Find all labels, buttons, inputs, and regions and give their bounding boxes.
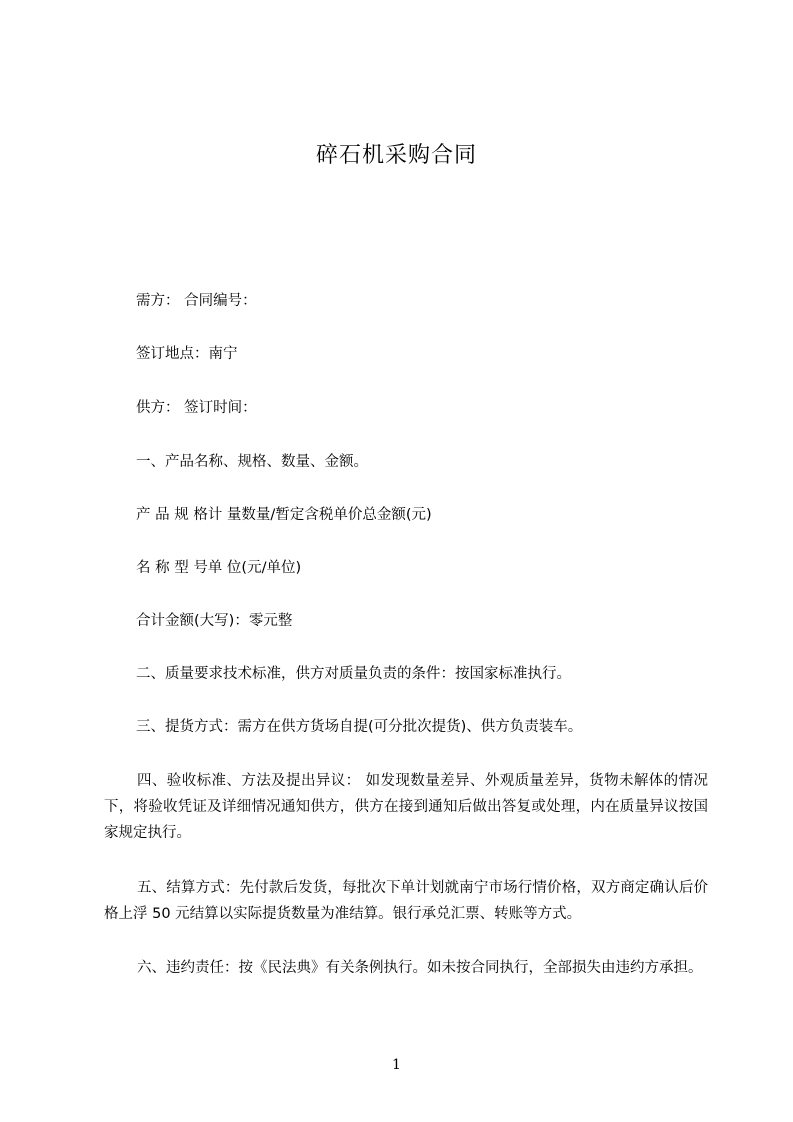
page-number: 1 xyxy=(392,1057,401,1073)
section-5-settlement-paragraph: 五、结算方式：先付款后发货，每批次下单计划就南宁市场行情价格，双方商定确认后价格上浮 50 元结算以实际提货数量为准结算。银行承兑汇票、转账等方式。 xyxy=(104,880,708,922)
buyer-contract-number-line: 需方： 合同编号： xyxy=(136,293,257,309)
section-2-quality-standard: 二、质量要求技术标准，供方对质量负责的条件：按国家标准执行。 xyxy=(136,666,571,682)
product-table-header-row-2: 名 称 型 号单 位(元/单位) xyxy=(136,560,302,576)
signing-place-line: 签订地点：南宁 xyxy=(136,346,238,362)
section-3-delivery-method: 三、提货方式：需方在供方货场自提(可分批次提货)、供方负责装车。 xyxy=(136,719,583,735)
section-1-heading: 一、产品名称、规格、数量、金额。 xyxy=(136,454,368,470)
section-6-liability-paragraph: 六、违约责任：按《民法典》有关条例执行。如未按合同执行，全部损失由违约方承担。 xyxy=(137,960,703,976)
document-title: 碎石机采购合同 xyxy=(315,143,477,168)
product-table-header-row-1: 产 品 规 格计 量数量/暂定含税单价总金额(元) xyxy=(136,507,432,523)
seller-signing-time-line: 供方： 签订时间： xyxy=(136,400,257,416)
section-4-acceptance-paragraph: 四、验收标准、方法及提出异议： 如发现数量差异、外观质量差异，货物未解体的情况下，将验收凭证及详细情况通知供方，供方在接到通知后做出答复或处理，内在质量异议按国家规定执行。 xyxy=(104,773,708,841)
total-amount-line: 合计金额(大写)：零元整 xyxy=(136,613,293,629)
